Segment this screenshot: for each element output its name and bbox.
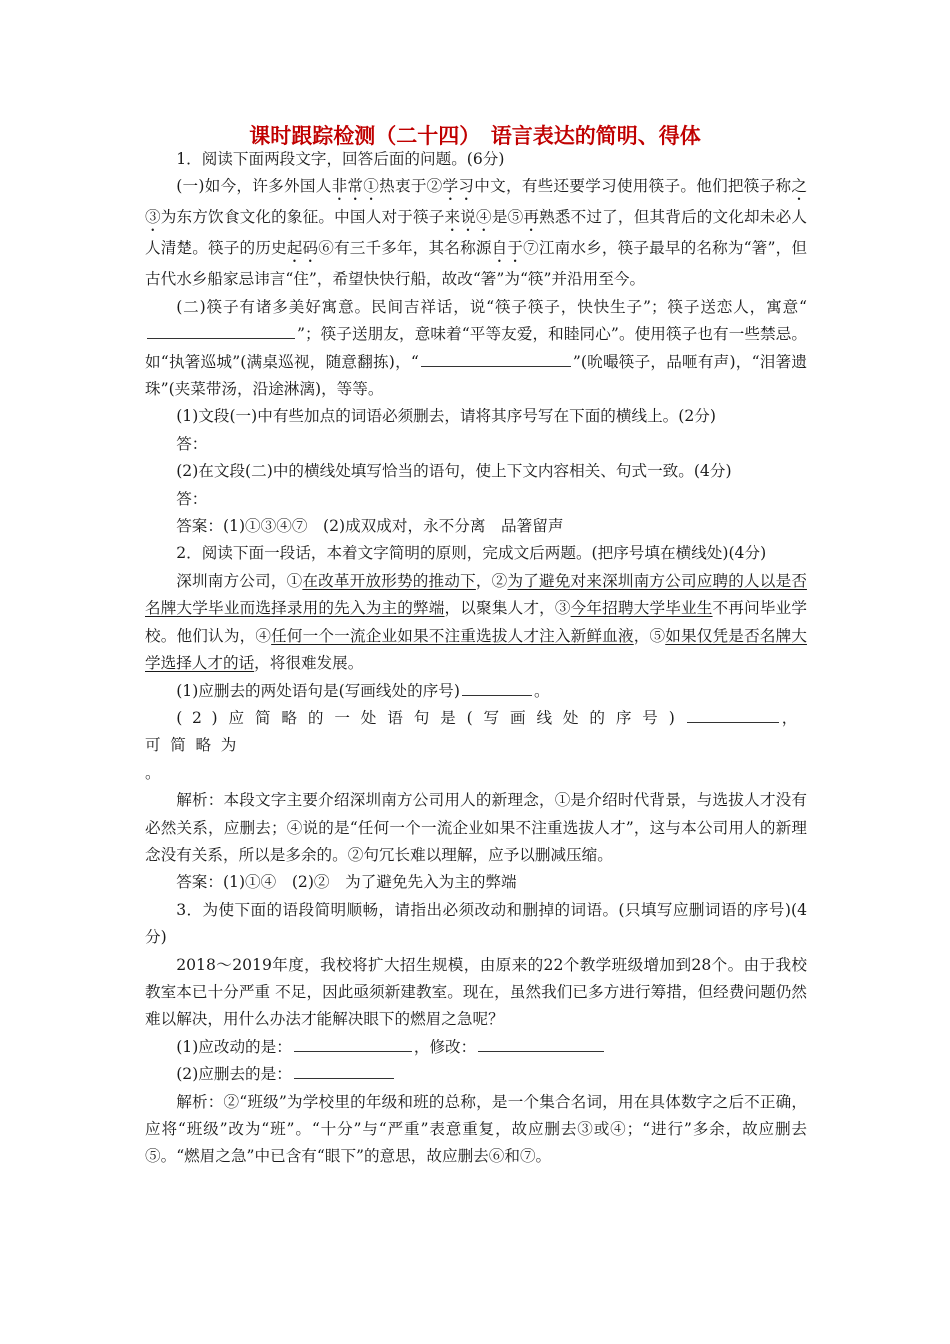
q3-subquestion-1	[145, 1034, 807, 1061]
q1-answer: 答案：(1)①③④⑦ (2)成双成对，永不分离 品箸留声	[176, 517, 564, 536]
text-run: ”(吮嘬筷子，品咂有声)，“泪箸遗珠”(夹菜带汤，沿途淋漓)，等等。	[145, 352, 807, 399]
dotted-word: 学习	[442, 177, 475, 196]
q2-paragraph	[145, 568, 807, 678]
text-run: ，以聚集人才，③	[444, 599, 571, 618]
q3-stem: 3．为使下面的语段简明顺畅，请指出必须改动和删掉的词语。(只填写应删词语的序号)(4分)	[145, 900, 807, 947]
fill-blank-4[interactable]	[687, 706, 779, 723]
fill-blank-3[interactable]	[462, 678, 532, 695]
text-run: (一)如今，许多外国人	[176, 177, 332, 196]
dotted-word: 自于	[491, 239, 524, 258]
q2-subquestion-2	[145, 705, 807, 760]
text-run: ，可简略为	[145, 708, 807, 755]
text-run: ，⑤	[633, 626, 666, 645]
underlined-phrase-4: 任何一个一流企业如果不注重选拔人才注入新鲜血液	[271, 626, 634, 645]
q3-analysis: 解析：②“班级”为学校里的年级和班的总称，是一个集合名词，用在具体数字之后不正确，应将“班级”改为“班”。“十分”与“严重”表意重复，故应删去③或④；“进行”多余，故应删去⑤。“燃眉之急”中已含有“眼下”的意思，故应删去⑥和⑦。	[145, 1092, 807, 1166]
fill-blank-2[interactable]	[421, 349, 571, 366]
text-run: (2)应简略的一处语句是(写画线处的序号)	[176, 708, 685, 727]
text-run: 为东方饮食文化的象征。中国人对于筷子	[160, 208, 445, 227]
q3-subquestion-2	[145, 1061, 807, 1088]
text-run: (1)应改动的是：	[176, 1037, 292, 1056]
text-run: (2)应删去的是：	[176, 1065, 292, 1084]
text-run: (二)筷子有诸多美好寓意。民间吉祥话，说“筷子筷子，快快生子”；筷子送恋人，寓意“	[176, 297, 807, 316]
page-title: 课时跟踪检测（二十四） 语言表达的简明、得体	[249, 124, 701, 148]
q1-paragraph-1	[145, 173, 807, 293]
underlined-phrase-3: 今年招聘大学毕业生	[570, 599, 713, 618]
q1-answer-line-1: 答：	[176, 434, 208, 453]
text-run: ⑥有三千多年，其名称源	[318, 239, 492, 258]
text-run: 中文，有些还要学习使用筷子。他们把筷子称	[474, 177, 792, 196]
q2-analysis: 解析：本段文字主要介绍深圳南方公司用人的新理念，①是介绍时代背景，与选拔人才没有必然关系，应删去；④说的是“任何一个一流企业如果不注重选拔人才”，这与本公司用人的新理念没有关系，所以是多余的。②句冗长难以理解，应予以删减压缩。	[145, 791, 807, 864]
text-run: 。	[533, 681, 550, 700]
text-run: ⑦江南水乡，筷子最早的名称为“箸”，但古代水乡船家忌讳言“住”，希望快快行船，故改“箸”为“筷”并沿用至今。	[145, 239, 807, 289]
underlined-phrase-1: 在改革开放形势的推动下	[302, 571, 476, 590]
q2-stem: 2．阅读下面一段话，本着文字简明的原则，完成文后两题。(把序号填在横线处)(4分)	[176, 544, 767, 563]
q1-subquestion-1: (1)文段(一)中有些加点的词语必须删去，请将其序号写在下面的横线上。(2分)	[176, 407, 716, 426]
dotted-word: 来说④	[444, 208, 492, 227]
fill-blank-1[interactable]	[147, 322, 295, 339]
text-run: ，②	[475, 571, 508, 590]
underlined-phrase-5: 如果仅凭是否名牌大学选择人才的话	[145, 626, 807, 673]
text-run: 热衷于②	[379, 177, 443, 196]
text-run: ”；筷子送朋友，意味着“平等友爱，和睦同心”。使用筷子也有一些禁忌。如“执箸巡城”(满桌巡视，随意翻拣)，“	[145, 325, 807, 371]
q2-answer: 答案：(1)①④ (2)② 为了避免先入为主的弊端	[176, 873, 517, 892]
fill-blank-7[interactable]	[294, 1062, 394, 1079]
text-run: 不再问毕业学校。他们认为，④	[145, 599, 807, 645]
text-run: (1)应删去的两处语句是(写画线处的序号)	[176, 681, 460, 700]
q1-paragraph-2	[145, 294, 807, 404]
text-run: 是⑤	[491, 208, 524, 227]
underlined-phrase-2: 为了避免对来深圳南方公司应聘的人以是否名牌大学毕业而选择录用的先入为主的弊端	[145, 571, 807, 618]
text-run: ，修改：	[413, 1037, 477, 1056]
fill-blank-6[interactable]	[478, 1034, 604, 1051]
dotted-word: 起码	[286, 239, 319, 258]
dotted-word: 再	[523, 208, 540, 227]
fill-blank-5[interactable]	[294, 1034, 412, 1051]
dotted-word: 之③	[145, 177, 807, 227]
text-run: 熟悉不过了，但其背后的文化却未必人人清楚。筷子的历史	[145, 208, 807, 258]
text-run: ，将很难发展。	[254, 654, 364, 673]
q1-answer-line-2: 答：	[176, 489, 208, 508]
q2-subquestion-2-end: 。	[145, 763, 161, 782]
dotted-word: 非常①	[331, 177, 380, 196]
q1-subquestion-2: (2)在文段(二)中的横线处填写恰当的语句，使上下文内容相关、句式一致。(4分)	[176, 462, 732, 481]
text-run: 深圳南方公司，①	[176, 571, 303, 590]
q3-paragraph: 2018～2019年度，我校将扩大招生规模，由原来的22个教学班级增加到28个。由于我校教室本已十分严重 不足，因此亟须新建教室。现在，虽然我们已多方进行筹措，但经费问题仍然难以解决，用什么办法才能解决眼下的燃眉之急呢？	[145, 955, 807, 1029]
document-body	[145, 146, 807, 1171]
q2-subquestion-1	[145, 678, 807, 705]
q1-stem: 1．阅读下面两段文字，回答后面的问题。(6分)	[176, 150, 505, 168]
